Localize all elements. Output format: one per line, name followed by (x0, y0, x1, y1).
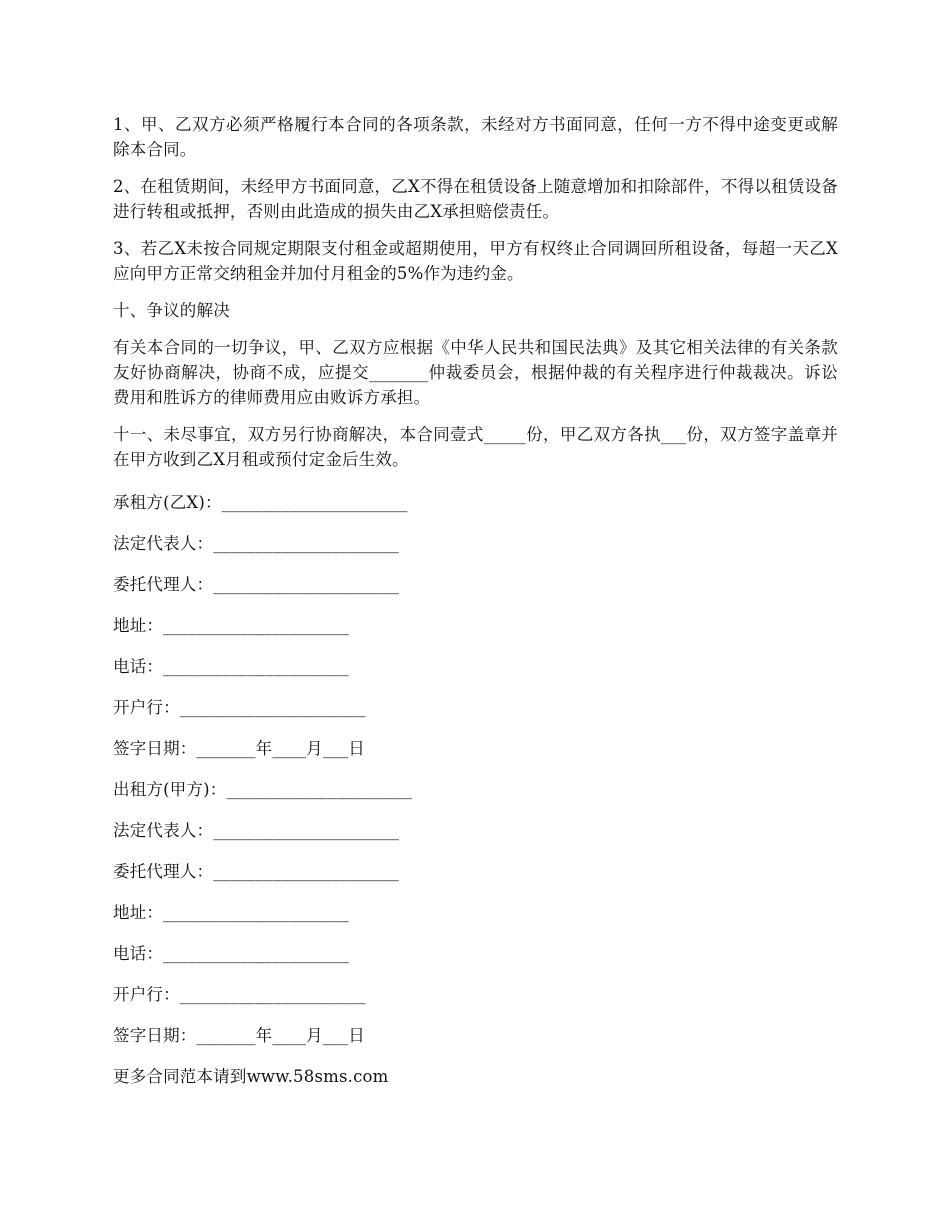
clause-2: 2、在租赁期间，未经甲方书面同意，乙X不得在租赁设备上随意增加和扣除部件，不得以租赁设备进行转租或抵押，否则由此造成的损失由乙X承担赔偿责任。 (113, 177, 838, 221)
lessee-phone-line: 电话：______________________ (113, 657, 349, 676)
lessor-date-line: 签字日期：_______年____月___日 (113, 1026, 365, 1045)
lessee-bank-line: 开户行：______________________ (113, 698, 366, 717)
lessor-representative-line: 法定代表人：______________________ (113, 821, 400, 840)
clause-3: 3、若乙X未按合同规定期限支付租金或超期使用，甲方有权终止合同调回所租设备，每超一天乙X应向甲方正常交纳租金并加付月租金的5%作为违约金。 (113, 239, 838, 283)
lessee-signature-block (113, 490, 838, 761)
section-ten-body: 有关本合同的一切争议，甲、乙双方应根据《中华人民共和国民法典》及其它相关法律的有关条款友好协商解决，协商不成，应提交_______仲裁委员会，根据仲裁的有关程序进行仲裁裁决。诉讼费用和胜诉方的律师费用应由败诉方承担。 (113, 338, 838, 407)
section-eleven: 十一、未尽事宜，双方另行协商解决，本合同壹式_____份，甲乙双方各执___份，双方签字盖章并在甲方收到乙X月租或预付定金后生效。 (113, 425, 838, 469)
lessor-address-line: 地址：______________________ (113, 903, 349, 922)
footer-link-text: 更多合同范本请到www.58sms.com (113, 1067, 389, 1086)
clause-1: 1、甲、乙双方必须严格履行本合同的各项条款，未经对方书面同意，任何一方不得中途变更或解除本合同。 (113, 115, 838, 159)
lessee-representative-line: 法定代表人：______________________ (113, 534, 400, 553)
lessee-agent-line: 委托代理人：______________________ (113, 575, 400, 594)
section-ten-title: 十、争议的解决 (113, 301, 230, 320)
lessee-date-line: 签字日期：_______年____月___日 (113, 739, 365, 758)
lessor-agent-line: 委托代理人：______________________ (113, 862, 400, 881)
lessee-address-line: 地址：______________________ (113, 616, 349, 635)
lessor-signature-block (113, 777, 838, 1048)
lessor-party-line: 出租方(甲方)：______________________ (113, 780, 413, 799)
contract-page (113, 112, 838, 1105)
lessor-bank-line: 开户行：______________________ (113, 985, 366, 1004)
lessor-phone-line: 电话：______________________ (113, 944, 349, 963)
lessee-party-line: 承租方(乙X)：______________________ (113, 493, 408, 512)
